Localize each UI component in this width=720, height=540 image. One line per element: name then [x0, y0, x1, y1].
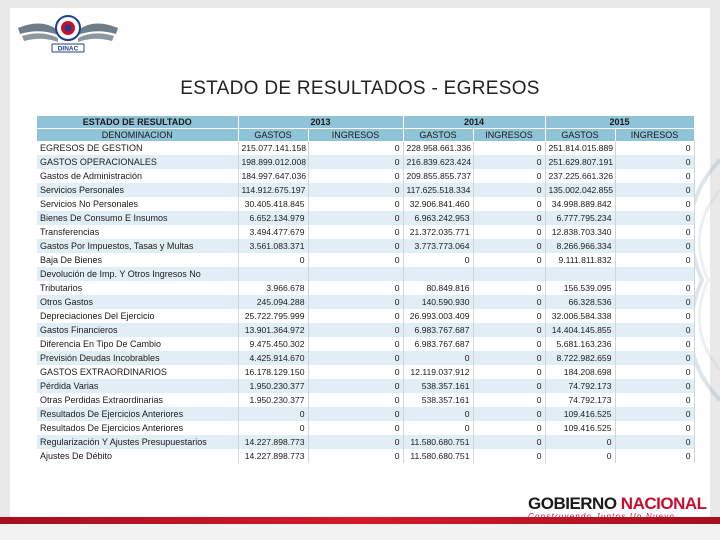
- cell-gastos: 74.792.173: [545, 393, 615, 407]
- column-header-denominacion: DENOMINACION: [37, 129, 238, 142]
- cell-gastos: 117.625.518.334: [403, 183, 473, 197]
- cell-ingresos: 0: [308, 197, 403, 211]
- cell-ingresos: 0: [473, 435, 545, 449]
- cell-ingresos: 0: [615, 337, 694, 351]
- row-label: Resultados De Ejercicios Anteriores: [37, 407, 238, 421]
- brand-name-b: NACIONAL: [620, 494, 707, 513]
- cell-gastos: 109.416.525: [545, 407, 615, 421]
- table-row: [37, 141, 694, 155]
- cell-gastos: 16.178.129.150: [238, 365, 308, 379]
- table-row: [37, 351, 694, 365]
- row-label: Gastos de Administración: [37, 169, 238, 183]
- cell-gastos: 538.357.161: [403, 393, 473, 407]
- brand-name: [528, 494, 708, 514]
- cell-gastos: 9.475.450.302: [238, 337, 308, 351]
- cell-ingresos: 0: [473, 197, 545, 211]
- table-row: [37, 155, 694, 169]
- cell-ingresos: 0: [473, 211, 545, 225]
- table-header-years: [37, 116, 694, 129]
- cell-gastos: 74.792.173: [545, 379, 615, 393]
- column-header-gastos: GASTOS: [545, 129, 615, 142]
- cell-ingresos: 0: [473, 323, 545, 337]
- cell-gastos: 8.722.982.659: [545, 351, 615, 365]
- cell-ingresos: 0: [308, 407, 403, 421]
- cell-ingresos: 0: [615, 379, 694, 393]
- cell-ingresos: 0: [308, 309, 403, 323]
- cell-gastos: 6.983.767.687: [403, 337, 473, 351]
- dinac-logo: [14, 8, 122, 58]
- cell-ingresos: 0: [473, 393, 545, 407]
- cell-gastos: 0: [403, 421, 473, 435]
- table-row: [37, 281, 694, 295]
- cell-ingresos: 0: [615, 239, 694, 253]
- cell-gastos: 11.580.680.751: [403, 435, 473, 449]
- cell-ingresos: [308, 267, 403, 281]
- cell-gastos: 25.722.795.999: [238, 309, 308, 323]
- table-title: ESTADO DE RESULTADO: [37, 116, 238, 129]
- table-row: [37, 295, 694, 309]
- table-row: [37, 421, 694, 435]
- column-header-gastos: GASTOS: [238, 129, 308, 142]
- cell-gastos: 184.997.647.036: [238, 169, 308, 183]
- cell-gastos: 12.838.703.340: [545, 225, 615, 239]
- table-row: [37, 211, 694, 225]
- cell-gastos: 80.849.816: [403, 281, 473, 295]
- cell-ingresos: 0: [615, 365, 694, 379]
- row-label: Otros Gastos: [37, 295, 238, 309]
- cell-gastos: 216.839.623.424: [403, 155, 473, 169]
- cell-ingresos: 0: [308, 239, 403, 253]
- cell-gastos: 30.405.418.845: [238, 197, 308, 211]
- cell-gastos: 140.590.930: [403, 295, 473, 309]
- logo-text: DINAC: [57, 45, 79, 53]
- column-header-ingresos: INGRESOS: [615, 129, 694, 142]
- row-label: Ajustes De Débito: [37, 449, 238, 463]
- cell-gastos: 251.629.807.191: [545, 155, 615, 169]
- cell-gastos: 3.561.083.371: [238, 239, 308, 253]
- cell-ingresos: 0: [615, 323, 694, 337]
- cell-gastos: 34.998.889.842: [545, 197, 615, 211]
- cell-gastos: 0: [238, 253, 308, 267]
- cell-gastos: 184.208.698: [545, 365, 615, 379]
- cell-gastos: 156.539.095: [545, 281, 615, 295]
- cell-ingresos: 0: [615, 197, 694, 211]
- cell-gastos: 21.372.035.771: [403, 225, 473, 239]
- results-table: [37, 116, 695, 463]
- cell-gastos: 6.983.767.687: [403, 323, 473, 337]
- cell-ingresos: 0: [308, 225, 403, 239]
- cell-ingresos: 0: [473, 169, 545, 183]
- cell-gastos: 6.963.242.953: [403, 211, 473, 225]
- cell-gastos: 0: [403, 351, 473, 365]
- bottom-bar: [0, 517, 720, 524]
- cell-ingresos: 0: [473, 365, 545, 379]
- cell-ingresos: 0: [308, 253, 403, 267]
- cell-ingresos: 0: [308, 155, 403, 169]
- cell-ingresos: 0: [615, 225, 694, 239]
- table-header-columns: [37, 129, 694, 142]
- row-label: Gastos Financieros: [37, 323, 238, 337]
- cell-gastos: 0: [403, 407, 473, 421]
- cell-gastos: 109.416.525: [545, 421, 615, 435]
- cell-ingresos: 0: [615, 141, 694, 155]
- cell-gastos: 215.077.141.158: [238, 141, 308, 155]
- cell-ingresos: 0: [308, 435, 403, 449]
- table-row: [37, 183, 694, 197]
- cell-ingresos: 0: [308, 295, 403, 309]
- table-row: [37, 225, 694, 239]
- row-label: Servicios No Personales: [37, 197, 238, 211]
- cell-ingresos: 0: [473, 141, 545, 155]
- cell-gastos: [238, 267, 308, 281]
- cell-gastos: 1.950.230.377: [238, 379, 308, 393]
- cell-gastos: 32.906.841.460: [403, 197, 473, 211]
- cell-gastos: 1.950.230.377: [238, 393, 308, 407]
- row-label: Bienes De Consumo E Insumos: [37, 211, 238, 225]
- table-row: [37, 253, 694, 267]
- bottom-strip: [0, 524, 720, 540]
- page-title: ESTADO DE RESULTADOS - EGRESOS: [180, 78, 540, 99]
- table-row: [37, 197, 694, 211]
- cell-ingresos: [473, 267, 545, 281]
- table-row: [37, 267, 694, 281]
- cell-ingresos: 0: [473, 155, 545, 169]
- cell-ingresos: 0: [615, 281, 694, 295]
- column-header-gastos: GASTOS: [403, 129, 473, 142]
- row-label: Gastos Por Impuestos, Tasas y Multas: [37, 239, 238, 253]
- cell-gastos: 198.899.012.008: [238, 155, 308, 169]
- cell-gastos: 13.901.364.972: [238, 323, 308, 337]
- cell-ingresos: 0: [615, 407, 694, 421]
- cell-ingresos: 0: [308, 281, 403, 295]
- year-header-2013: 2013: [238, 116, 403, 129]
- cell-ingresos: 0: [473, 421, 545, 435]
- cell-ingresos: 0: [308, 169, 403, 183]
- cell-ingresos: 0: [615, 449, 694, 463]
- cell-gastos: 3.773.773.064: [403, 239, 473, 253]
- table-row: [37, 449, 694, 463]
- cell-ingresos: 0: [615, 183, 694, 197]
- cell-ingresos: 0: [473, 379, 545, 393]
- row-label: Transferencias: [37, 225, 238, 239]
- cell-ingresos: 0: [308, 351, 403, 365]
- cell-gastos: 237.225.661.326: [545, 169, 615, 183]
- table-row: [37, 169, 694, 183]
- cell-gastos: 14.227.898.773: [238, 449, 308, 463]
- cell-gastos: 0: [403, 253, 473, 267]
- cell-ingresos: 0: [473, 449, 545, 463]
- table-row: [37, 435, 694, 449]
- row-label: EGRESOS DE GESTION: [37, 141, 238, 155]
- cell-ingresos: [615, 267, 694, 281]
- row-label: Pérdida Varias: [37, 379, 238, 393]
- row-label: Baja De Bienes: [37, 253, 238, 267]
- cell-gastos: 251.814.015.889: [545, 141, 615, 155]
- cell-gastos: 8.266.966.334: [545, 239, 615, 253]
- cell-gastos: 14.227.898.773: [238, 435, 308, 449]
- cell-gastos: 538.357.161: [403, 379, 473, 393]
- row-label: Diferencia En Tipo De Cambio: [37, 337, 238, 351]
- cell-ingresos: 0: [308, 183, 403, 197]
- cell-ingresos: 0: [615, 211, 694, 225]
- cell-gastos: 9.111.811.832: [545, 253, 615, 267]
- cell-ingresos: 0: [615, 169, 694, 183]
- cell-ingresos: 0: [473, 253, 545, 267]
- cell-gastos: 3.966.678: [238, 281, 308, 295]
- cell-gastos: 0: [238, 407, 308, 421]
- cell-gastos: 245.094.288: [238, 295, 308, 309]
- cell-gastos: 32.006.584.338: [545, 309, 615, 323]
- table-row: [37, 323, 694, 337]
- row-label: Regularización Y Ajustes Presupuestarios: [37, 435, 238, 449]
- table-row: [37, 309, 694, 323]
- column-header-ingresos: INGRESOS: [308, 129, 403, 142]
- cell-gastos: 0: [238, 421, 308, 435]
- cell-ingresos: 0: [615, 253, 694, 267]
- cell-gastos: 6.652.134.979: [238, 211, 308, 225]
- column-header-ingresos: INGRESOS: [473, 129, 545, 142]
- row-label: Otras Perdidas Extraordinarias: [37, 393, 238, 407]
- table-row: [37, 393, 694, 407]
- row-label: Resultados De Ejercicios Anteriores: [37, 421, 238, 435]
- cell-ingresos: 0: [308, 449, 403, 463]
- cell-ingresos: 0: [473, 309, 545, 323]
- cell-ingresos: 0: [615, 295, 694, 309]
- row-label: Previsión Deudas Incobrables: [37, 351, 238, 365]
- cell-gastos: 12.119.037.912: [403, 365, 473, 379]
- cell-gastos: [545, 267, 615, 281]
- cell-ingresos: 0: [308, 365, 403, 379]
- cell-ingresos: 0: [308, 323, 403, 337]
- cell-ingresos: 0: [473, 225, 545, 239]
- row-label: GASTOS OPERACIONALES: [37, 155, 238, 169]
- row-label: Tributarios: [37, 281, 238, 295]
- cell-ingresos: 0: [473, 295, 545, 309]
- table-row: [37, 365, 694, 379]
- row-label: Servicios Personales: [37, 183, 238, 197]
- cell-ingresos: 0: [473, 407, 545, 421]
- cell-ingresos: 0: [308, 337, 403, 351]
- table-row: [37, 407, 694, 421]
- cell-ingresos: 0: [308, 393, 403, 407]
- cell-ingresos: 0: [615, 435, 694, 449]
- cell-gastos: 114.912.675.197: [238, 183, 308, 197]
- year-header-2015: 2015: [545, 116, 694, 129]
- table-row: [37, 239, 694, 253]
- cell-ingresos: 0: [615, 393, 694, 407]
- cell-ingresos: 0: [473, 337, 545, 351]
- cell-gastos: 11.580.680.751: [403, 449, 473, 463]
- cell-gastos: 66.328.536: [545, 295, 615, 309]
- cell-gastos: 0: [545, 435, 615, 449]
- cell-ingresos: 0: [473, 239, 545, 253]
- row-label: GASTOS EXTRAORDINARIOS: [37, 365, 238, 379]
- cell-ingresos: 0: [615, 309, 694, 323]
- row-label: Depreciaciones Del Ejercicio: [37, 309, 238, 323]
- cell-ingresos: 0: [473, 183, 545, 197]
- cell-gastos: 3.494.477.679: [238, 225, 308, 239]
- table-row: [37, 379, 694, 393]
- table-row: [37, 337, 694, 351]
- cell-gastos: 228.958.661.336: [403, 141, 473, 155]
- cell-ingresos: 0: [308, 379, 403, 393]
- cell-ingresos: 0: [308, 141, 403, 155]
- row-label: Devolución de Imp. Y Otros Ingresos No: [37, 267, 238, 281]
- year-header-2014: 2014: [403, 116, 545, 129]
- cell-gastos: 0: [545, 449, 615, 463]
- cell-gastos: 209.855.855.737: [403, 169, 473, 183]
- cell-gastos: 5.681.163.236: [545, 337, 615, 351]
- cell-ingresos: 0: [308, 421, 403, 435]
- cell-ingresos: 0: [473, 351, 545, 365]
- cell-ingresos: 0: [308, 211, 403, 225]
- cell-ingresos: 0: [615, 155, 694, 169]
- cell-gastos: 26.993.003.409: [403, 309, 473, 323]
- cell-gastos: 14.404.145.855: [545, 323, 615, 337]
- cell-gastos: [403, 267, 473, 281]
- cell-ingresos: 0: [473, 281, 545, 295]
- cell-ingresos: 0: [615, 421, 694, 435]
- cell-ingresos: 0: [615, 351, 694, 365]
- cell-gastos: 135.002.042.855: [545, 183, 615, 197]
- brand-name-a: GOBIERNO: [528, 494, 617, 513]
- cell-gastos: 6.777.795.234: [545, 211, 615, 225]
- cell-gastos: 4.425.914.670: [238, 351, 308, 365]
